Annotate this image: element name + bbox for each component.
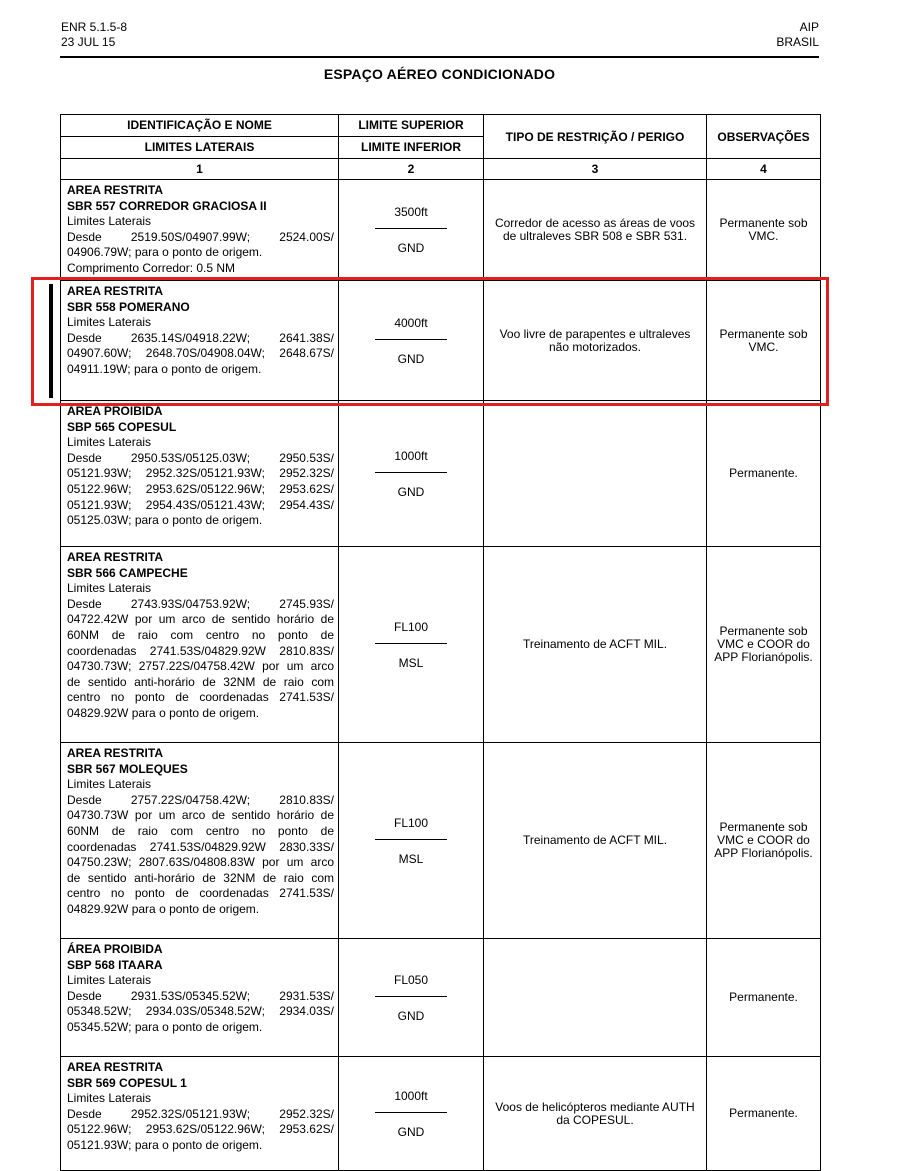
identification-cell [61, 281, 339, 401]
area-category: AREA RESTRITA [67, 1060, 163, 1074]
header-rule [60, 56, 819, 58]
table-row [61, 939, 821, 1057]
col3-header: TIPO DE RESTRIÇÃO / PERIGO [484, 115, 707, 159]
area-category: AREA RESTRITA [67, 550, 163, 564]
remarks-cell: Permanente. [707, 401, 821, 547]
area-category: AREA RESTRITA [67, 746, 163, 760]
upper-limit: 3500ft [394, 205, 428, 219]
col1-number: 1 [61, 159, 339, 180]
lateral-limits-label: Limites Laterais [67, 435, 152, 450]
lateral-limits-label: Limites Laterais [67, 214, 152, 229]
lateral-limits-label: Limites Laterais [67, 973, 152, 988]
area-category: AREA PROIBIDA [67, 404, 163, 418]
corridor-length: Comprimento Corredor: 0.5 NM [67, 260, 236, 275]
upper-limit: FL050 [393, 972, 429, 987]
identification-cell [61, 939, 339, 1057]
publication-name: AIP [799, 20, 819, 34]
lower-limit: GND [397, 1008, 425, 1023]
area-category: ÁREA PROIBIDA [67, 942, 163, 956]
page-title: ESPAÇO AÉREO CONDICIONADO [323, 66, 556, 82]
restriction-type-cell: Treinamento de ACFT MIL. [484, 743, 707, 939]
lower-limit: GND [397, 241, 425, 255]
table-row [61, 180, 821, 281]
table-row [61, 281, 821, 401]
upper-limit: 1000ft [394, 1088, 428, 1103]
restriction-type-cell [484, 939, 707, 1057]
table-body [61, 180, 821, 1171]
vertical-limits-cell [339, 1057, 484, 1171]
table-row [61, 401, 821, 547]
lateral-limits-label: Limites Laterais [67, 777, 152, 792]
remarks-cell: Permanente sob VMC. [707, 281, 821, 401]
lateral-limits-label: Limites Laterais [67, 1091, 152, 1106]
restriction-type-cell: Voo livre de parapentes e ultraleves não motorizados. [484, 281, 707, 401]
identification-cell [61, 180, 339, 281]
area-name: SBR 567 MOLEQUES [67, 761, 188, 776]
area-name: SBR 566 CAMPECHE [67, 565, 188, 580]
restriction-type-cell: Treinamento de ACFT MIL. [484, 547, 707, 743]
area-category: AREA RESTRITA [67, 284, 163, 298]
vertical-limits-cell [339, 743, 484, 939]
area-name: SBR 558 POMERANO [67, 299, 190, 314]
doc-reference: ENR 5.1.5-8 [61, 20, 128, 34]
upper-limit: 4000ft [394, 315, 428, 330]
restriction-type-cell: Voos de helicópteros mediante AUTH da COPESUL. [484, 1057, 707, 1171]
table-row [61, 547, 821, 743]
lateral-limits-coords: Desde 2757.22S/04758.42W; 2810.83S/ 04730.73W por um arco de sentido horário de 60NM de raio com centro no ponto de coordenadas 2741.53S/04829.92W 2830.33S/ 04750.23W; 2807.63S/04808.83W por um arco de sentido anti-horário de 32NM de raio com centro no ponto de coordenadas 2741.53S/ 04829.92W para o ponto de origem. [67, 792, 334, 916]
identification-cell [61, 1057, 339, 1171]
lateral-limits-coords: Desde 2931.53S/05345.52W; 2931.53S/ 05348.52W; 2934.03S/05348.52W; 2934.03S/ 05345.52W; para o ponto de origem. [67, 988, 334, 1034]
upper-limit: 1000ft [394, 448, 428, 463]
lateral-limits-coords: Desde 2519.50S/04907.99W; 2524.00S/ 04906.79W; para o ponto de origem. [67, 229, 334, 260]
col4-number: 4 [707, 159, 821, 180]
doc-date: 23 JUL 15 [61, 35, 116, 49]
restriction-type-cell [484, 401, 707, 547]
remarks-cell: Permanente. [707, 1057, 821, 1171]
area-category: AREA RESTRITA [67, 183, 163, 197]
identification-cell [61, 743, 339, 939]
col1-header-top: IDENTIFICAÇÃO E NOME [61, 115, 339, 137]
remarks-cell: Permanente sob VMC. [707, 180, 821, 281]
vertical-limits-cell [339, 281, 484, 401]
vertical-limits-cell [339, 180, 484, 281]
identification-cell [61, 401, 339, 547]
lower-limit: GND [397, 351, 425, 366]
col1-header-bottom: LIMITES LATERAIS [61, 137, 339, 159]
lateral-limits-label: Limites Laterais [67, 581, 152, 596]
lateral-limits-coords: Desde 2952.32S/05121.93W; 2952.32S/ 05122.96W; 2953.62S/05122.96W; 2953.62S/ 05121.93W; para o ponto de origem. [67, 1106, 334, 1152]
col2-number: 2 [339, 159, 484, 180]
col2-header-top: LIMITE SUPERIOR [339, 115, 484, 137]
airspace-table [60, 114, 821, 1171]
lower-limit: GND [397, 1124, 425, 1139]
area-name: SBP 568 ITAARA [67, 957, 163, 972]
col2-header-bottom: LIMITE INFERIOR [339, 137, 484, 159]
lower-limit: MSL [398, 655, 424, 670]
vertical-limits-cell [339, 401, 484, 547]
upper-limit: FL100 [393, 815, 429, 830]
remarks-cell: Permanente sob VMC e COOR do APP Florianópolis. [707, 547, 821, 743]
col4-header: OBSERVAÇÕES [707, 115, 821, 159]
area-name: SBP 565 COPESUL [67, 419, 177, 434]
header-right [776, 20, 819, 50]
change-bar [49, 284, 53, 398]
upper-limit: FL100 [393, 619, 429, 634]
lateral-limits-coords: Desde 2950.53S/05125.03W; 2950.53S/ 05121.93W; 2952.32S/05121.93W; 2952.32S/ 05122.96W; 2953.62S/05122.96W; 2953.62S/ 05121.93W; 2954.43S/05121.43W; 2954.43S/ 05125.03W; para o ponto de origem. [67, 450, 334, 528]
lateral-limits-label: Limites Laterais [67, 315, 152, 330]
area-name: SBR 569 COPESUL 1 [67, 1075, 187, 1090]
remarks-cell: Permanente sob VMC e COOR do APP Florianópolis. [707, 743, 821, 939]
identification-cell [61, 547, 339, 743]
lower-limit: GND [397, 484, 425, 499]
table-row [61, 1057, 821, 1171]
country-name: BRASIL [776, 35, 819, 49]
vertical-limits-cell [339, 547, 484, 743]
header-left [61, 20, 127, 50]
restriction-type-cell: Corredor de acesso as áreas de voos de ultraleves SBR 508 e SBR 531. [484, 180, 707, 281]
lateral-limits-coords: Desde 2743.93S/04753.92W; 2745.93S/ 04722.42W por um arco de sentido horário de 60NM de raio com centro no ponto de coordenadas 2741.53S/04829.92W 2810.83S/ 04730.73W; 2757.22S/04758.42W por um arco de sentido anti-horário de 32NM de raio com centro no ponto de coordenadas 2741.53S/ 04829.92W para o ponto de origem. [67, 596, 334, 720]
table-row [61, 743, 821, 939]
lower-limit: MSL [398, 851, 424, 866]
col3-number: 3 [484, 159, 707, 180]
vertical-limits-cell [339, 939, 484, 1057]
remarks-cell: Permanente. [707, 939, 821, 1057]
area-name: SBR 557 CORREDOR GRACIOSA II [67, 198, 267, 213]
lateral-limits-coords: Desde 2635.14S/04918.22W; 2641.38S/ 04907.60W; 2648.70S/04908.04W; 2648.67S/ 04911.19W; para o ponto de origem. [67, 330, 334, 376]
